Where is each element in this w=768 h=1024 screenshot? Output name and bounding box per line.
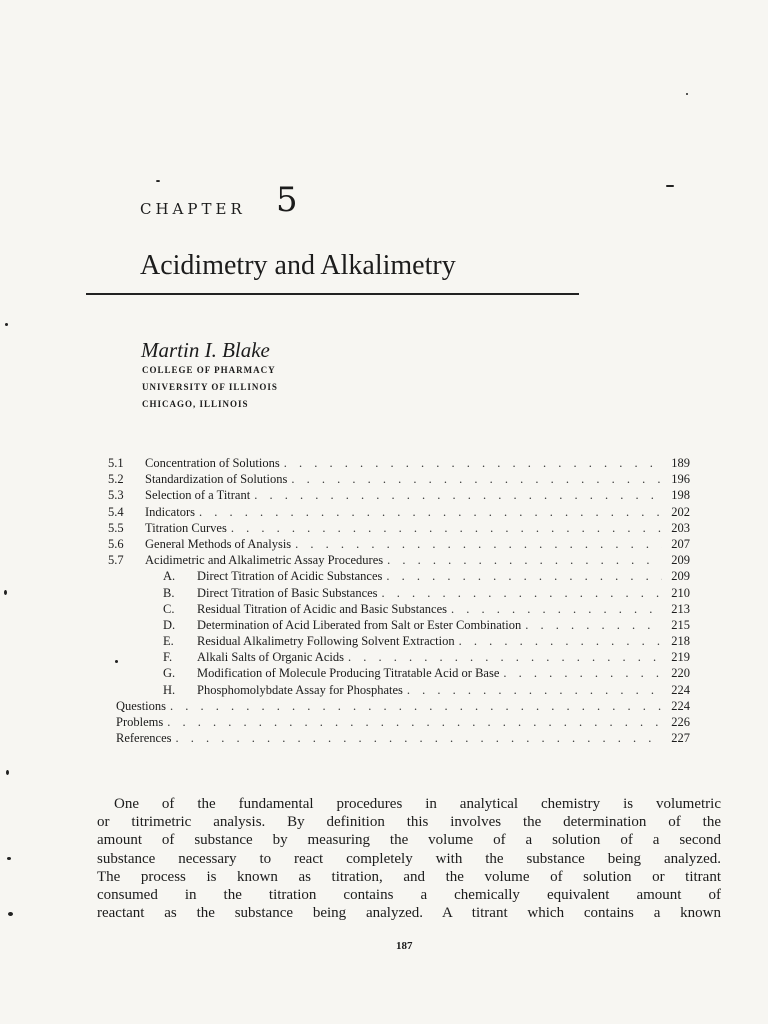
scan-speck (5, 323, 8, 326)
toc-leader-dots (521, 617, 662, 633)
toc-entry-title: Direct Titration of Acidic Substances (197, 569, 383, 584)
toc-entry (108, 585, 690, 601)
toc-entry-title: Direct Titration of Basic Substances (197, 585, 378, 600)
toc-leader-dots (172, 730, 662, 746)
toc-entry-letter: A. (163, 569, 176, 584)
toc-entry-page: 218 (671, 634, 690, 649)
author-name: Martin I. Blake (141, 338, 270, 362)
toc-entry (108, 455, 690, 471)
toc-entry-page: 210 (671, 585, 690, 600)
body-line: substance necessary to react completely with the substance being analyzed. (97, 850, 721, 867)
toc-entry-title: Residual Alkalimetry Following Solvent Extraction (197, 634, 455, 649)
toc-entry-letter: B. (163, 585, 175, 600)
author-affiliation-line: CHICAGO, ILLINOIS (142, 399, 249, 409)
toc-entry (108, 601, 690, 617)
toc-leader-dots (195, 504, 662, 520)
toc-entry-title: Problems (116, 715, 164, 729)
toc-entry-number: 5.4 (108, 504, 124, 519)
body-line: The process is known as titration, and the volume of solution or titrant (97, 868, 721, 885)
toc-entry-title: Standardization of Solutions (145, 472, 288, 487)
toc-leader-dots (291, 536, 662, 552)
toc-entry-title: References (116, 731, 172, 746)
toc-leader-dots (447, 601, 662, 617)
toc-entry-title: General Methods of Analysis (145, 536, 292, 551)
toc-entry (108, 730, 690, 746)
toc-entry-number: 5.2 (108, 472, 124, 487)
body-line: One of the fundamental procedures in analytical chemistry is volumetric (114, 796, 721, 812)
toc-leader-dots (287, 471, 662, 487)
author-affiliation-line: COLLEGE OF PHARMACY (142, 365, 276, 375)
chapter-label: CHAPTER (140, 200, 246, 218)
toc-leader-dots (455, 633, 662, 649)
toc-leader-dots (382, 568, 662, 584)
toc-leader-dots (378, 585, 662, 601)
toc-entry-page: 209 (671, 569, 690, 584)
toc-entry-number: 5.1 (108, 456, 124, 470)
scan-speck (156, 180, 160, 182)
toc-entry (108, 487, 690, 503)
toc-leader-dots (163, 714, 662, 730)
toc-leader-dots (499, 665, 662, 681)
toc-entry-page: 209 (671, 553, 690, 568)
body-line: amount of substance by measuring the volume of a solution of a second (97, 832, 721, 849)
toc-entry (108, 471, 690, 487)
toc-entry-number: 5.6 (108, 536, 124, 551)
toc-entry (108, 698, 690, 714)
toc-entry-title: Titration Curves (145, 520, 227, 535)
body-line: reactant as the substance being analyzed. A titrant which contains a known (97, 905, 721, 922)
toc-entry-page: 220 (671, 666, 690, 681)
toc-entry-page: 215 (671, 617, 690, 632)
toc-entry-title: Phosphomolybdate Assay for Phosphates (197, 682, 403, 697)
author-affiliation-line: UNIVERSITY OF ILLINOIS (142, 382, 278, 392)
toc-entry (108, 552, 690, 568)
toc-entry-title: Selection of a Titrant (145, 488, 251, 503)
toc-entry-letter: H. (163, 682, 176, 697)
toc-entry-page: 189 (671, 456, 690, 470)
toc-entry-page: 196 (671, 472, 690, 487)
scan-speck (4, 590, 7, 595)
toc-leader-dots (403, 682, 662, 698)
toc-leader-dots (166, 698, 662, 714)
scan-speck (6, 770, 9, 775)
scan-speck (115, 660, 118, 663)
toc-entry (108, 633, 690, 649)
toc-entry-page: 224 (671, 698, 690, 713)
toc-entry-letter: G. (163, 666, 176, 681)
toc-entry-title: Determination of Acid Liberated from Salt or Ester Combination (197, 617, 522, 632)
chapter-number: 5 (276, 180, 298, 220)
toc-entry-letter: E. (163, 634, 174, 649)
toc-entry-page: 198 (671, 488, 690, 503)
toc-entry-title: Acidimetric and Alkalimetric Assay Procedures (145, 553, 384, 568)
toc-entry-page: 213 (671, 601, 690, 616)
toc-entry-page: 227 (671, 731, 690, 746)
toc-entry-letter: C. (163, 601, 175, 616)
toc-entry-page: 226 (671, 715, 690, 729)
toc-leader-dots (344, 649, 662, 665)
toc-entry (108, 536, 690, 552)
chapter-title: Acidimetry and Alkalimetry (140, 250, 456, 281)
toc-entry-number: 5.3 (108, 488, 124, 503)
toc-entry-page: 203 (671, 520, 690, 535)
toc-leader-dots (383, 552, 662, 568)
toc-entry-page: 224 (671, 682, 690, 697)
toc-entry-page: 207 (671, 536, 690, 551)
title-rule (86, 293, 579, 295)
scan-speck (8, 912, 13, 916)
toc-entry (108, 504, 690, 520)
toc-entry-number: 5.5 (108, 520, 124, 535)
toc-entry-title: Alkali Salts of Organic Acids (197, 650, 344, 665)
scan-speck (666, 185, 674, 187)
toc-entry (108, 682, 690, 698)
body-paragraph (97, 795, 721, 922)
page-number: 187 (396, 940, 413, 952)
toc-entry-page: 202 (671, 504, 690, 519)
scan-speck (7, 857, 11, 860)
toc-entry-title: Modification of Molecule Producing Titratable Acid or Base (197, 666, 500, 681)
toc-entry-letter: D. (163, 617, 176, 632)
body-line: consumed in the titration contains a chemically equivalent amount of (97, 887, 721, 904)
table-of-contents (108, 455, 690, 746)
toc-entry (108, 714, 690, 730)
toc-entry (108, 568, 690, 584)
toc-entry (108, 617, 690, 633)
toc-entry-title: Indicators (145, 504, 195, 519)
toc-entry-page: 219 (671, 650, 690, 665)
toc-leader-dots (227, 520, 662, 536)
body-line: or titrimetric analysis. By definition this involves the determination of the (97, 814, 721, 831)
toc-entry (108, 649, 690, 665)
toc-entry (108, 520, 690, 536)
toc-entry-title: Concentration of Solutions (145, 456, 280, 470)
toc-leader-dots (280, 455, 662, 471)
scan-speck (686, 93, 688, 95)
toc-entry (108, 665, 690, 681)
toc-entry-number: 5.7 (108, 553, 124, 568)
toc-entry-title: Questions (116, 698, 166, 713)
toc-entry-letter: F. (163, 650, 173, 665)
toc-entry-title: Residual Titration of Acidic and Basic Substances (197, 601, 447, 616)
toc-leader-dots (250, 487, 662, 503)
